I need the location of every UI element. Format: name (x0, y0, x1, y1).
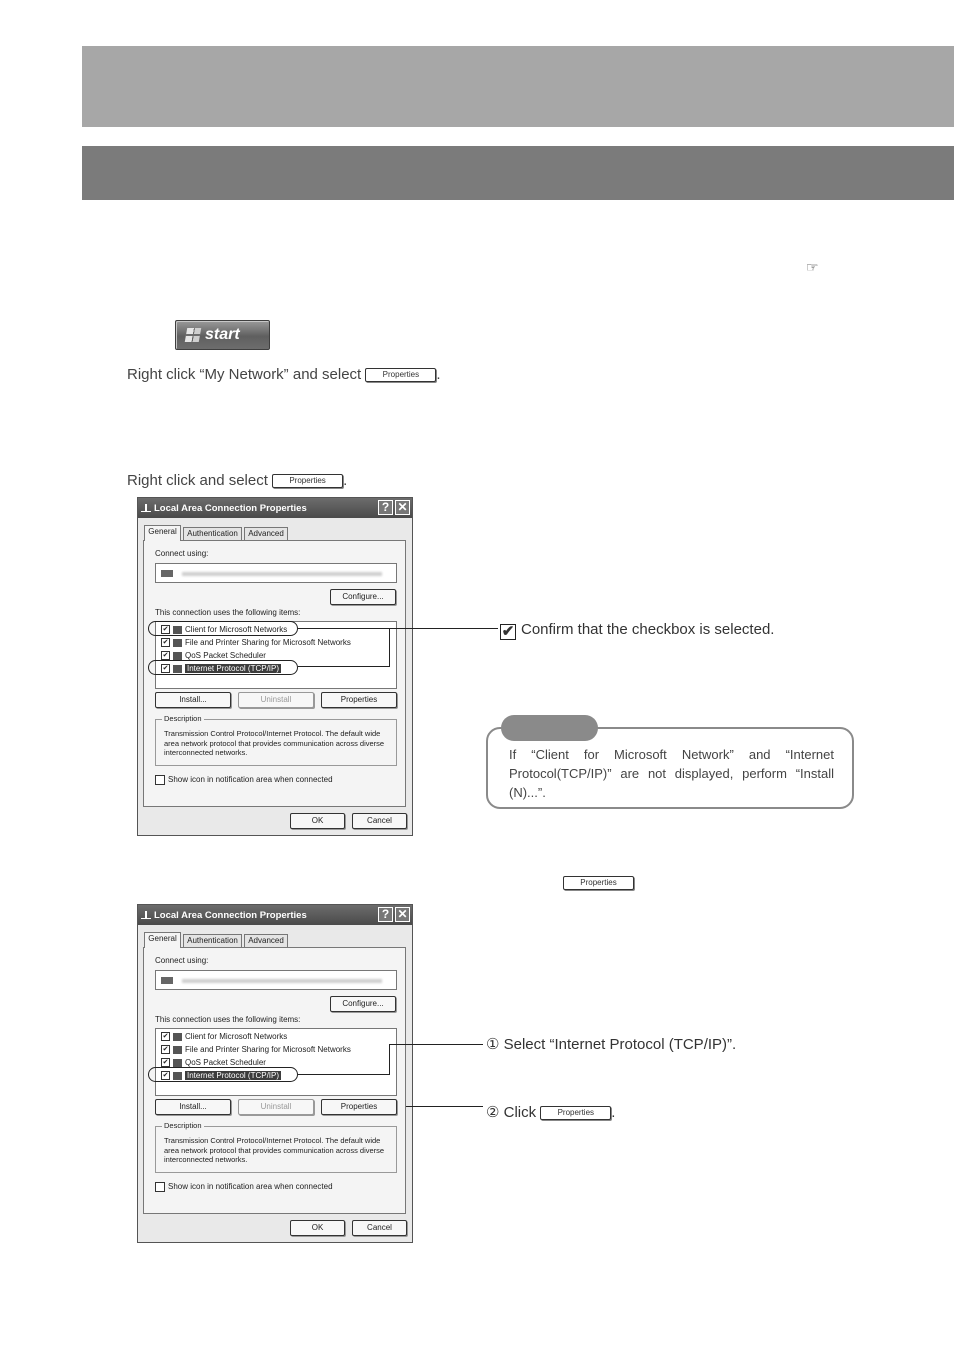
network-icon (141, 504, 151, 512)
checkbox[interactable] (155, 1182, 165, 1192)
service-icon (173, 639, 182, 647)
list-item[interactable]: ✔ Client for Microsoft Networks (162, 625, 288, 634)
uninstall-button[interactable]: Uninstall (238, 692, 314, 708)
show-icon-option[interactable]: Show icon in notification area when connected (155, 775, 333, 785)
items-label: This connection uses the following items: (155, 1015, 301, 1024)
description-legend: Description (164, 1121, 202, 1130)
highlight-oval-tcpip (148, 1067, 298, 1082)
step-2-instruction: Right click and select Properties . (127, 472, 348, 489)
checkbox[interactable]: ✔ (162, 639, 169, 647)
client-icon (173, 1033, 182, 1041)
list-item[interactable]: ✔ QoS Packet Scheduler (162, 1058, 266, 1067)
tab-authentication[interactable]: Authentication (183, 934, 242, 947)
properties-button-inline[interactable]: Properties (272, 474, 343, 488)
checkbox[interactable]: ✔ (162, 652, 169, 660)
show-icon-option[interactable]: Show icon in notification area when connected (155, 1182, 333, 1192)
network-adapter-icon (161, 977, 173, 984)
select-tcpip-callout: ① Select “Internet Protocol (TCP/IP)”. (486, 1036, 737, 1053)
close-button[interactable]: ✕ (395, 500, 410, 515)
description-box (155, 1121, 397, 1173)
list-item[interactable]: ✔ File and Printer Sharing for Microsoft Networks (162, 1045, 351, 1054)
tab-authentication[interactable]: Authentication (183, 527, 242, 540)
help-button[interactable]: ? (378, 907, 393, 922)
adapter-name-blurred (182, 979, 382, 983)
adapter-name-blurred (182, 572, 382, 576)
network-adapter-icon (161, 570, 173, 577)
list-item[interactable]: ✔ Client for Microsoft Networks (162, 1032, 288, 1041)
checkbox[interactable]: ✔ (162, 1059, 169, 1067)
note-text: If “Client for Microsoft Network” and “Internet Protocol(TCP/IP)” are not displayed, perform “Install (N)...”. (509, 747, 834, 800)
connect-using-label: Connect using: (155, 956, 209, 965)
properties-button[interactable]: Properties (321, 1099, 397, 1115)
close-button[interactable]: ✕ (395, 907, 410, 922)
checkbox[interactable]: ✔ (162, 626, 169, 634)
service-icon (173, 1059, 182, 1067)
properties-button-inline[interactable]: Properties (540, 1106, 611, 1120)
description-text: Transmission Control Protocol/Internet Protocol. The default wide area network protocol that provides communication across diverse interconnected networks. (164, 1136, 385, 1164)
tab-general[interactable]: General (144, 932, 181, 948)
dialog-title: Local Area Connection Properties (154, 910, 307, 921)
uninstall-button[interactable]: Uninstall (238, 1099, 314, 1115)
adapter-field (155, 563, 397, 583)
tab-general[interactable]: General (144, 525, 181, 541)
callout-line (406, 1106, 483, 1107)
checkbox[interactable]: ✔ (162, 1033, 169, 1041)
ok-button[interactable]: OK (290, 1220, 345, 1236)
tab-advanced[interactable]: Advanced (244, 527, 288, 540)
items-label: This connection uses the following items: (155, 608, 301, 617)
checkbox-checked-icon: ✔ (501, 623, 515, 640)
highlight-oval-client (148, 621, 298, 636)
step-3-instruction (563, 874, 634, 891)
header-band-section (82, 146, 954, 200)
dialog-title: Local Area Connection Properties (154, 503, 307, 514)
highlight-oval-tcpip (148, 660, 298, 675)
components-list (155, 1028, 397, 1096)
properties-button-inline[interactable]: Properties (365, 368, 436, 382)
callout-line (389, 1044, 483, 1045)
callout-line (389, 628, 390, 667)
checkbox[interactable]: ✔ (162, 665, 169, 673)
ok-button[interactable]: OK (290, 813, 345, 829)
dialog-titlebar (138, 905, 412, 925)
start-button[interactable] (175, 320, 270, 350)
list-item-selected[interactable]: ✔ Internet Protocol (TCP/IP) (162, 664, 280, 673)
callout-line (389, 1044, 390, 1075)
help-button[interactable]: ? (378, 500, 393, 515)
checkbox[interactable]: ✔ (162, 1072, 169, 1080)
windows-flag-icon (185, 328, 201, 342)
list-item[interactable]: ✔ File and Printer Sharing for Microsoft Networks (162, 638, 351, 647)
configure-button[interactable]: Configure... (330, 589, 396, 605)
confirm-checkbox-callout: ✔ Confirm that the checkbox is selected. (501, 621, 775, 640)
start-button-label: start (205, 326, 240, 343)
install-button[interactable]: Install... (155, 1099, 231, 1115)
description-legend: Description (164, 714, 202, 723)
tab-advanced[interactable]: Advanced (244, 934, 288, 947)
list-item[interactable]: ✔ QoS Packet Scheduler (162, 651, 266, 660)
install-button[interactable]: Install... (155, 692, 231, 708)
adapter-field (155, 970, 397, 990)
connect-using-label: Connect using: (155, 549, 209, 558)
list-item-selected[interactable]: ✔ Internet Protocol (TCP/IP) (162, 1071, 280, 1080)
header-band-top (82, 46, 954, 127)
step-1-instruction: Right click “My Network” and select Properties . (127, 366, 441, 383)
cancel-button[interactable]: Cancel (352, 813, 407, 829)
callout-line (298, 1074, 390, 1075)
properties-button[interactable]: Properties (321, 692, 397, 708)
click-properties-callout: ② Click Properties . (486, 1104, 616, 1121)
service-icon (173, 1046, 182, 1054)
note-box (486, 727, 854, 809)
dialog-titlebar (138, 498, 412, 518)
properties-button-inline[interactable]: Properties (563, 876, 634, 890)
checkbox[interactable]: ✔ (162, 1046, 169, 1054)
cancel-button[interactable]: Cancel (352, 1220, 407, 1236)
description-box (155, 714, 397, 766)
service-icon (173, 652, 182, 660)
description-text: Transmission Control Protocol/Internet Protocol. The default wide area network protocol that provides communication across diverse interconnected networks. (164, 729, 385, 757)
callout-line (298, 666, 390, 667)
checkbox[interactable] (155, 775, 165, 785)
note-tab (501, 715, 598, 741)
network-icon (141, 911, 151, 919)
configure-button[interactable]: Configure... (330, 996, 396, 1012)
reference-pointer-icon: ☞ (806, 259, 819, 275)
callout-line (298, 628, 498, 629)
